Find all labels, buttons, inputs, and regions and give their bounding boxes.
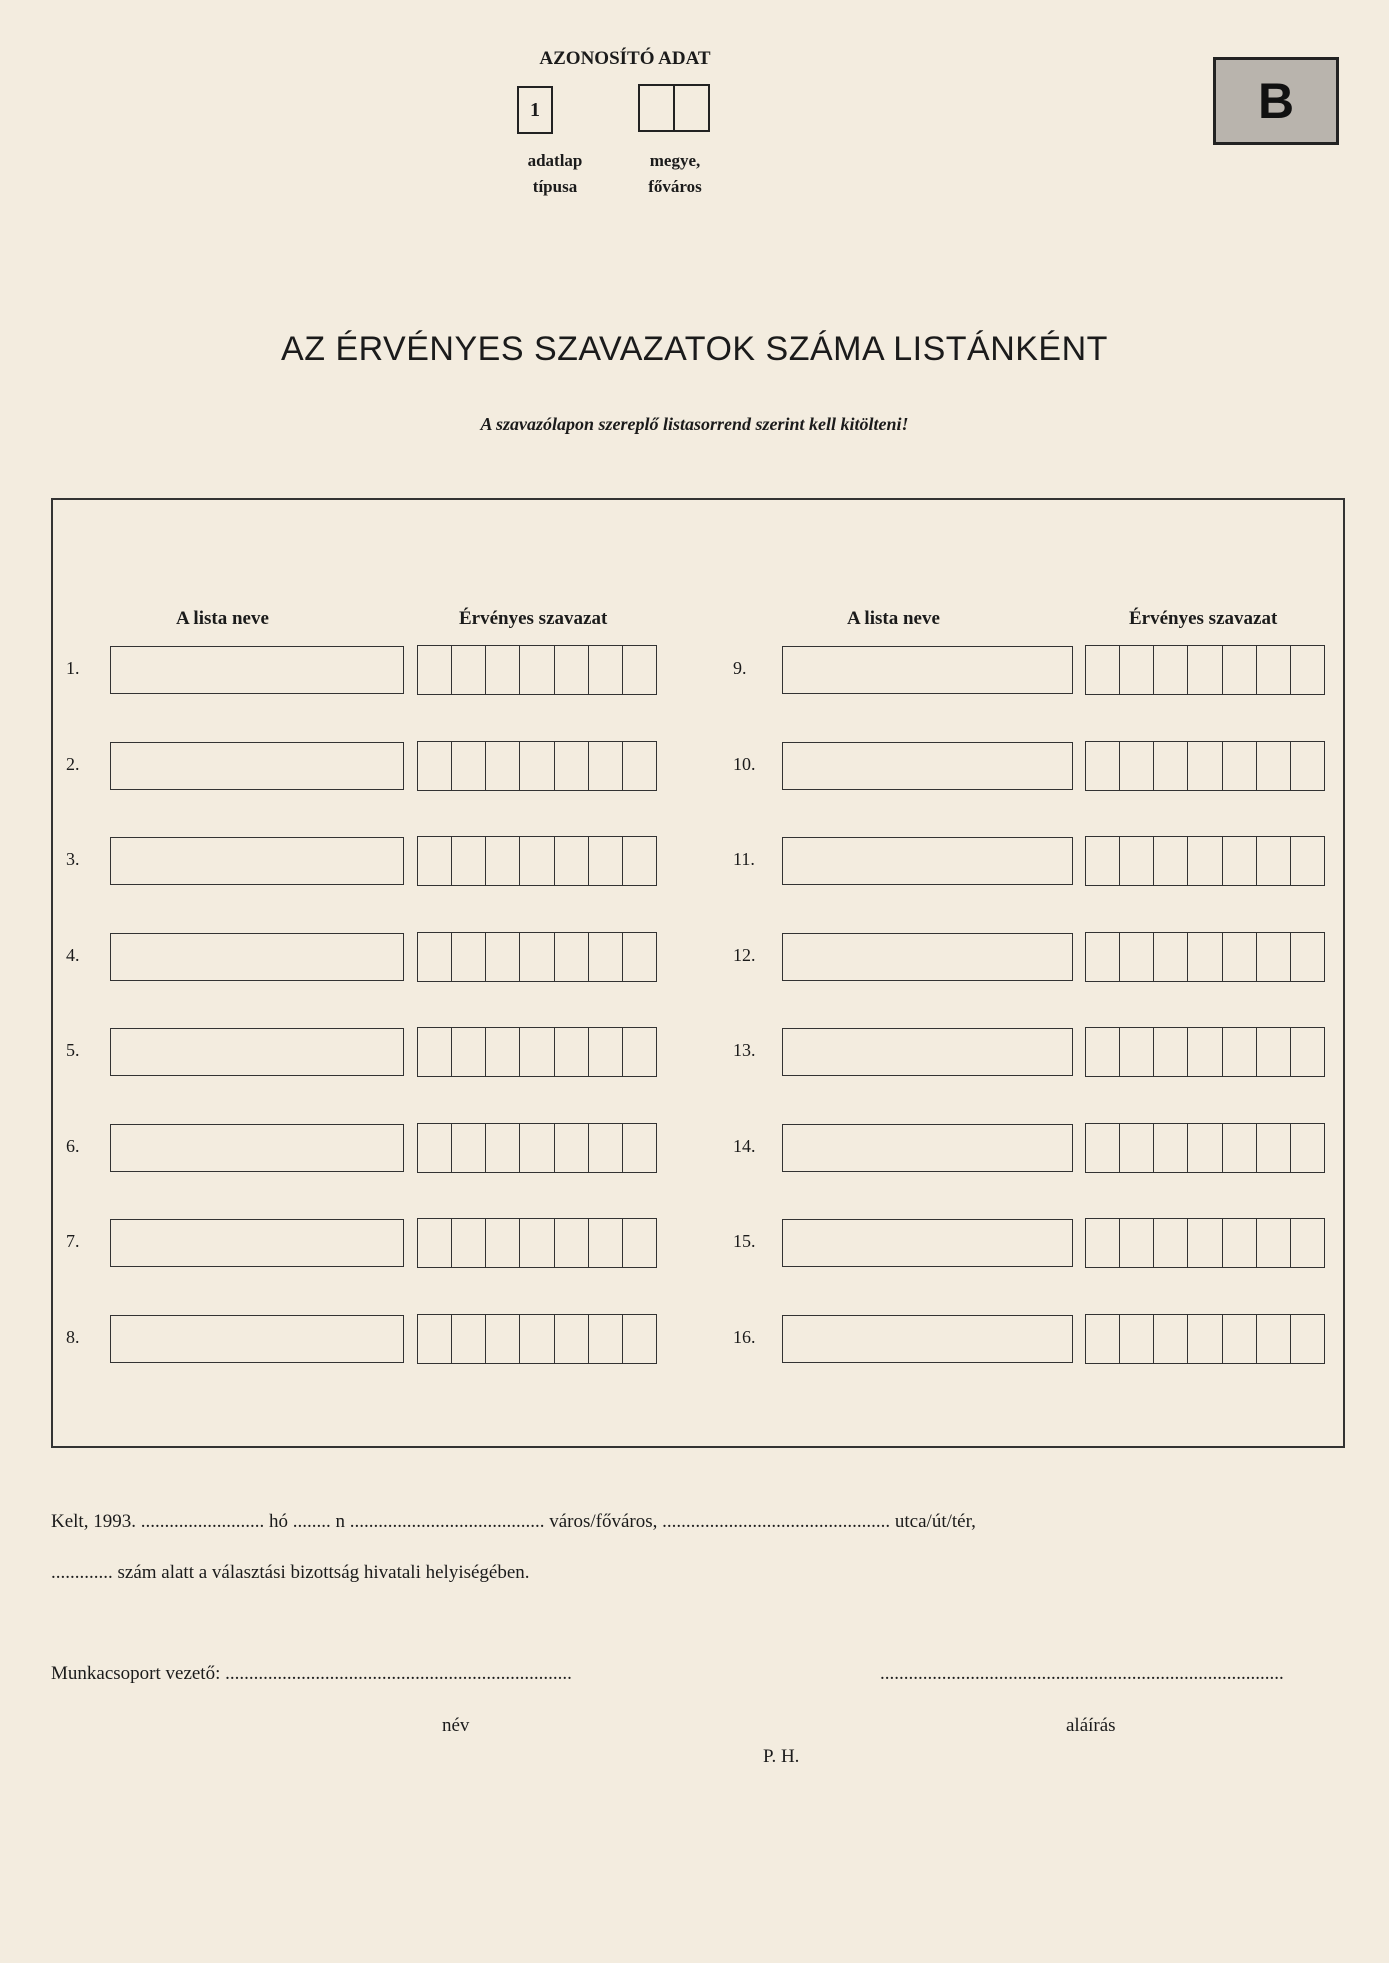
form-type-label xyxy=(495,148,615,200)
valid-votes-digit[interactable] xyxy=(555,837,589,885)
form-letter-badge: B xyxy=(1213,57,1339,145)
leader-label: Munkacsoport vezető: xyxy=(51,1663,221,1684)
list-name-input[interactable] xyxy=(110,646,404,694)
county-label xyxy=(615,148,735,200)
valid-votes-digit[interactable] xyxy=(418,646,452,694)
row-number: 16. xyxy=(733,1326,756,1347)
valid-votes-digit[interactable] xyxy=(1257,742,1291,790)
valid-votes-digit[interactable] xyxy=(520,933,554,981)
valid-votes-digit[interactable] xyxy=(623,1124,656,1172)
valid-votes-digit[interactable] xyxy=(589,1028,623,1076)
left-col-valid-votes-header: Érvényes szavazat xyxy=(459,608,608,629)
valid-votes-digit[interactable] xyxy=(1223,646,1257,694)
valid-votes-digit[interactable] xyxy=(486,742,520,790)
signature-field[interactable]: ..................................................................................... xyxy=(880,1663,1284,1684)
valid-votes-digit[interactable] xyxy=(1086,1315,1120,1363)
row-number: 3. xyxy=(66,849,80,869)
valid-votes-digit[interactable] xyxy=(1120,1315,1154,1363)
valid-votes-input[interactable] xyxy=(1085,1218,1325,1268)
valid-votes-digit[interactable] xyxy=(1188,742,1222,790)
city-field[interactable]: ......................................... xyxy=(349,1511,545,1532)
valid-votes-digit[interactable] xyxy=(1291,1315,1324,1363)
valid-votes-digit[interactable] xyxy=(589,1124,623,1172)
valid-votes-digit[interactable] xyxy=(1120,1124,1154,1172)
list-name-input[interactable] xyxy=(782,837,1073,885)
name-label: név xyxy=(442,1715,470,1736)
valid-votes-digit[interactable] xyxy=(1223,837,1257,885)
valid-votes-digit[interactable] xyxy=(1154,1315,1188,1363)
valid-votes-digit[interactable] xyxy=(486,1315,520,1363)
valid-votes-input[interactable] xyxy=(417,645,657,695)
valid-votes-digit[interactable] xyxy=(1223,1028,1257,1076)
county-code-digit-2[interactable] xyxy=(675,86,708,130)
row-number: 15. xyxy=(733,1231,756,1251)
row-number: 10. xyxy=(733,753,756,774)
page-subtitle: A szavazólapon szereplő listasorrend szerint kell kitölteni! xyxy=(480,414,909,434)
valid-votes-input[interactable] xyxy=(1085,932,1325,982)
valid-votes-digit[interactable] xyxy=(418,1028,452,1076)
valid-votes-digit[interactable] xyxy=(452,1315,486,1363)
valid-votes-digit[interactable] xyxy=(520,1028,554,1076)
valid-votes-digit[interactable] xyxy=(589,742,623,790)
valid-votes-digit[interactable] xyxy=(1154,646,1188,694)
leader-name-field[interactable]: ......................................................................... xyxy=(225,1663,572,1684)
valid-votes-digit[interactable] xyxy=(589,933,623,981)
valid-votes-digit[interactable] xyxy=(1291,1124,1324,1172)
valid-votes-input[interactable] xyxy=(1085,1027,1325,1077)
list-name-input[interactable] xyxy=(110,742,404,790)
list-name-input[interactable] xyxy=(782,1219,1073,1267)
valid-votes-input[interactable] xyxy=(417,1123,657,1173)
valid-votes-digit[interactable] xyxy=(1154,837,1188,885)
valid-votes-digit[interactable] xyxy=(486,1028,520,1076)
valid-votes-digit[interactable] xyxy=(1291,1028,1324,1076)
valid-votes-digit[interactable] xyxy=(1188,933,1222,981)
valid-votes-digit[interactable] xyxy=(486,837,520,885)
valid-votes-digit[interactable] xyxy=(1188,1028,1222,1076)
valid-votes-digit[interactable] xyxy=(555,1028,589,1076)
valid-votes-digit[interactable] xyxy=(452,646,486,694)
valid-votes-digit[interactable] xyxy=(1257,933,1291,981)
valid-votes-digit[interactable] xyxy=(1257,1315,1291,1363)
month-label: hó xyxy=(268,1511,288,1532)
county-code-digit-1[interactable] xyxy=(640,86,675,130)
valid-votes-digit[interactable] xyxy=(520,1219,554,1267)
valid-votes-digit[interactable] xyxy=(555,1315,589,1363)
valid-votes-input[interactable] xyxy=(417,932,657,982)
row-number: 4. xyxy=(66,944,80,965)
valid-votes-input[interactable] xyxy=(1085,1123,1325,1173)
valid-votes-digit[interactable] xyxy=(1223,933,1257,981)
row-number: 11. xyxy=(733,849,755,869)
valid-votes-digit[interactable] xyxy=(520,742,554,790)
valid-votes-digit[interactable] xyxy=(1120,1028,1154,1076)
list-name-input[interactable] xyxy=(110,1219,404,1267)
valid-votes-digit[interactable] xyxy=(1257,1124,1291,1172)
valid-votes-digit[interactable] xyxy=(1188,1219,1222,1267)
form-type-label-line2: típusa xyxy=(532,177,578,196)
valid-votes-digit[interactable] xyxy=(555,1219,589,1267)
right-col-list-name-header: A lista neve xyxy=(847,608,940,629)
valid-votes-digit[interactable] xyxy=(1086,1219,1120,1267)
list-name-input[interactable] xyxy=(782,646,1073,694)
valid-votes-input[interactable] xyxy=(417,1314,657,1364)
valid-votes-digit[interactable] xyxy=(555,742,589,790)
valid-votes-digit[interactable] xyxy=(589,646,623,694)
valid-votes-digit[interactable] xyxy=(418,933,452,981)
valid-votes-digit[interactable] xyxy=(1120,742,1154,790)
valid-votes-digit[interactable] xyxy=(1188,837,1222,885)
valid-votes-digit[interactable] xyxy=(1291,646,1324,694)
date-place-line xyxy=(51,1511,976,1533)
valid-votes-digit[interactable] xyxy=(1291,1219,1324,1267)
valid-votes-digit[interactable] xyxy=(1120,933,1154,981)
valid-votes-digit[interactable] xyxy=(555,1124,589,1172)
valid-votes-digit[interactable] xyxy=(418,837,452,885)
row-number: 7. xyxy=(66,1231,80,1251)
county-label-line1: megye, xyxy=(649,151,701,170)
valid-votes-digit[interactable] xyxy=(1188,1124,1222,1172)
valid-votes-digit[interactable] xyxy=(1086,837,1120,885)
valid-votes-digit[interactable] xyxy=(520,1124,554,1172)
valid-votes-digit[interactable] xyxy=(623,933,656,981)
valid-votes-digit[interactable] xyxy=(1086,1124,1120,1172)
valid-votes-input[interactable] xyxy=(1085,1314,1325,1364)
list-name-input[interactable] xyxy=(110,1124,404,1172)
valid-votes-digit[interactable] xyxy=(1188,1315,1222,1363)
valid-votes-digit[interactable] xyxy=(1257,646,1291,694)
valid-votes-digit[interactable] xyxy=(1291,933,1324,981)
row-number: 2. xyxy=(66,753,80,774)
row-number: 13. xyxy=(733,1040,756,1060)
valid-votes-digit[interactable] xyxy=(623,1315,656,1363)
valid-votes-digit[interactable] xyxy=(1154,1124,1188,1172)
valid-votes-digit[interactable] xyxy=(1223,742,1257,790)
valid-votes-input[interactable] xyxy=(417,741,657,791)
valid-votes-digit[interactable] xyxy=(1257,1219,1291,1267)
valid-votes-input[interactable] xyxy=(1085,645,1325,695)
list-name-input[interactable] xyxy=(782,933,1073,981)
street-label: utca/út/tér, xyxy=(894,1511,976,1532)
valid-votes-input[interactable] xyxy=(417,1027,657,1077)
valid-votes-digit[interactable] xyxy=(589,1315,623,1363)
valid-votes-digit[interactable] xyxy=(623,646,656,694)
row-number: 8. xyxy=(66,1326,80,1347)
valid-votes-digit[interactable] xyxy=(520,837,554,885)
row-number: 12. xyxy=(733,944,756,965)
list-name-input[interactable] xyxy=(110,1315,404,1363)
valid-votes-digit[interactable] xyxy=(452,837,486,885)
address-line xyxy=(51,1562,530,1584)
street-field[interactable]: ................................................ xyxy=(662,1511,891,1532)
valid-votes-digit[interactable] xyxy=(1154,1028,1188,1076)
list-name-input[interactable] xyxy=(782,1028,1073,1076)
valid-votes-digit[interactable] xyxy=(418,742,452,790)
valid-votes-digit[interactable] xyxy=(1086,742,1120,790)
valid-votes-digit[interactable] xyxy=(1291,837,1324,885)
list-name-input[interactable] xyxy=(110,837,404,885)
valid-votes-digit[interactable] xyxy=(1086,1028,1120,1076)
row-number: 5. xyxy=(66,1040,80,1060)
city-label: város/főváros, xyxy=(549,1511,658,1532)
county-code-field[interactable] xyxy=(638,84,710,132)
address-text: szám alatt a választási bizottság hivatali helyiségében. xyxy=(117,1562,530,1583)
left-col-list-name-header: A lista neve xyxy=(176,608,269,629)
valid-votes-digit[interactable] xyxy=(418,1219,452,1267)
valid-votes-digit[interactable] xyxy=(1257,1028,1291,1076)
valid-votes-digit[interactable] xyxy=(1223,1124,1257,1172)
form-type-field[interactable]: 1 xyxy=(517,86,553,134)
list-name-input[interactable] xyxy=(110,933,404,981)
valid-votes-digit[interactable] xyxy=(555,933,589,981)
stamp-label: P. H. xyxy=(763,1746,800,1767)
valid-votes-digit[interactable] xyxy=(1223,1315,1257,1363)
id-data-title: AZONOSÍTÓ ADAT xyxy=(539,48,711,69)
day-suffix-label: n xyxy=(335,1511,345,1532)
valid-votes-digit[interactable] xyxy=(1120,837,1154,885)
valid-votes-input[interactable] xyxy=(417,836,657,886)
valid-votes-digit[interactable] xyxy=(1154,742,1188,790)
valid-votes-digit[interactable] xyxy=(1291,742,1324,790)
valid-votes-digit[interactable] xyxy=(623,837,656,885)
valid-votes-digit[interactable] xyxy=(486,933,520,981)
valid-votes-digit[interactable] xyxy=(452,1219,486,1267)
valid-votes-input[interactable] xyxy=(417,1218,657,1268)
valid-votes-digit[interactable] xyxy=(589,837,623,885)
valid-votes-digit[interactable] xyxy=(1188,646,1222,694)
leader-line xyxy=(51,1663,572,1685)
valid-votes-digit[interactable] xyxy=(1120,1219,1154,1267)
kelt-label: Kelt, 1993. xyxy=(51,1511,136,1532)
valid-votes-digit[interactable] xyxy=(1154,1219,1188,1267)
list-name-input[interactable] xyxy=(782,742,1073,790)
row-number: 9. xyxy=(733,658,747,678)
valid-votes-digit[interactable] xyxy=(520,646,554,694)
signature-label: aláírás xyxy=(1066,1715,1116,1736)
valid-votes-digit[interactable] xyxy=(555,646,589,694)
row-number: 1. xyxy=(66,658,80,678)
valid-votes-digit[interactable] xyxy=(623,1219,656,1267)
valid-votes-digit[interactable] xyxy=(1257,837,1291,885)
valid-votes-digit[interactable] xyxy=(623,1028,656,1076)
valid-votes-digit[interactable] xyxy=(589,1219,623,1267)
valid-votes-digit[interactable] xyxy=(623,742,656,790)
valid-votes-digit[interactable] xyxy=(486,1124,520,1172)
valid-votes-digit[interactable] xyxy=(486,646,520,694)
valid-votes-digit[interactable] xyxy=(1086,646,1120,694)
valid-votes-digit[interactable] xyxy=(1154,933,1188,981)
row-number: 14. xyxy=(733,1135,756,1156)
page-title: AZ ÉRVÉNYES SZAVAZATOK SZÁMA LISTÁNKÉNT xyxy=(281,330,1108,368)
row-number: 6. xyxy=(66,1135,80,1156)
valid-votes-digit[interactable] xyxy=(418,1315,452,1363)
day-field[interactable]: .......................... xyxy=(140,1511,265,1532)
valid-votes-input[interactable] xyxy=(1085,836,1325,886)
house-number-field[interactable]: ............. xyxy=(51,1562,113,1583)
valid-votes-digit[interactable] xyxy=(452,742,486,790)
list-name-input[interactable] xyxy=(782,1124,1073,1172)
valid-votes-digit[interactable] xyxy=(452,1124,486,1172)
valid-votes-digit[interactable] xyxy=(520,1315,554,1363)
valid-votes-digit[interactable] xyxy=(452,1028,486,1076)
form-type-label-line1: adatlap xyxy=(527,151,583,170)
valid-votes-input[interactable] xyxy=(1085,741,1325,791)
date-day-field[interactable]: ........ xyxy=(292,1511,331,1532)
right-col-valid-votes-header: Érvényes szavazat xyxy=(1129,608,1278,629)
valid-votes-digit[interactable] xyxy=(1223,1219,1257,1267)
valid-votes-digit[interactable] xyxy=(1120,646,1154,694)
valid-votes-digit[interactable] xyxy=(452,933,486,981)
valid-votes-digit[interactable] xyxy=(1086,933,1120,981)
list-name-input[interactable] xyxy=(782,1315,1073,1363)
valid-votes-digit[interactable] xyxy=(418,1124,452,1172)
list-name-input[interactable] xyxy=(110,1028,404,1076)
county-label-line2: főváros xyxy=(648,177,702,196)
valid-votes-digit[interactable] xyxy=(486,1219,520,1267)
